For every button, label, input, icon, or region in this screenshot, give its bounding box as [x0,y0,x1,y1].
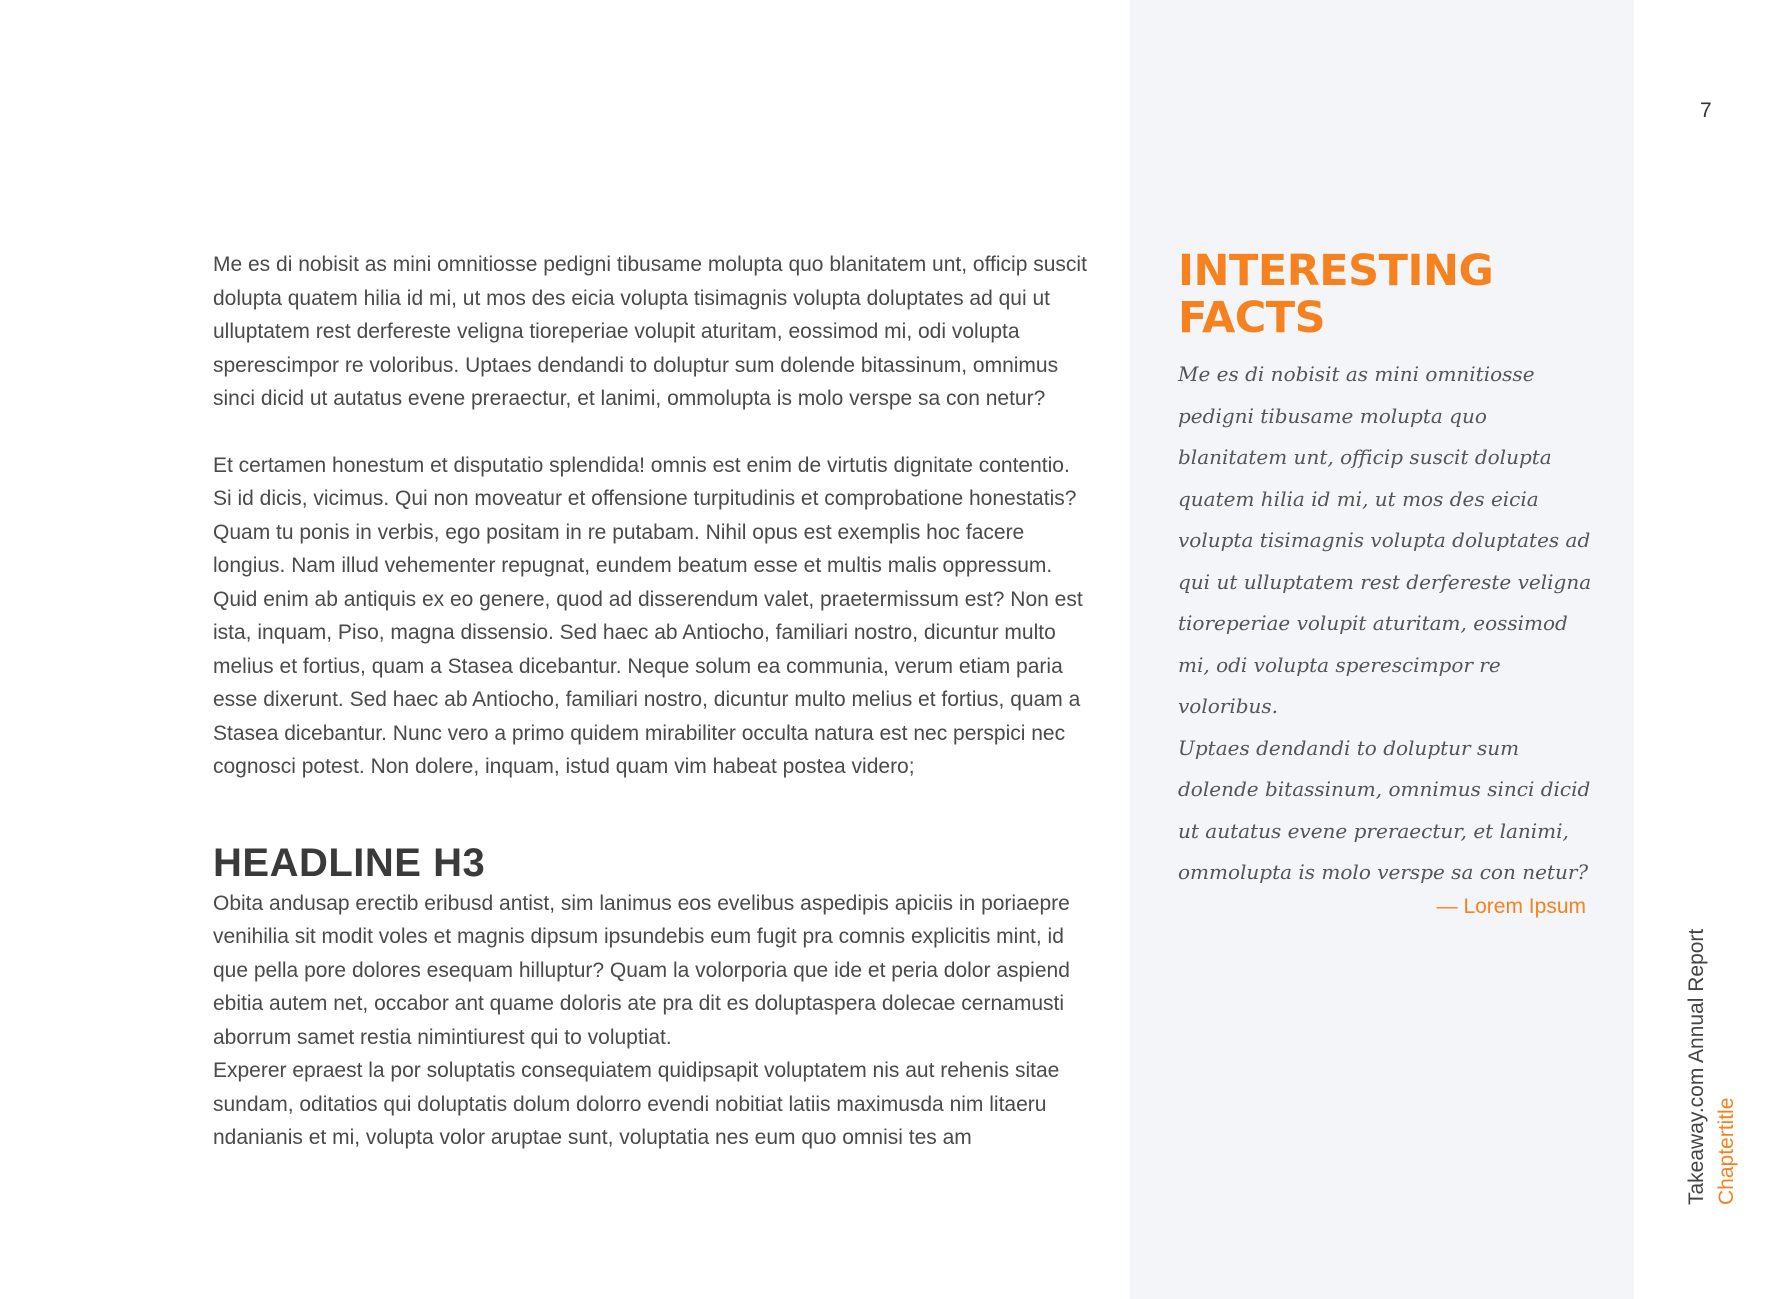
body-paragraph: Et certamen honestum et disputatio splendida! omnis est enim de virtutis dignitate contentio. Si id dicis, vicimus. Qui non moveatur et offensione turpitudinis et comprobatione honestatis? Quam tu ponis in verbis, ego positam in re putabam. Nihil opus est exemplis hoc facere longius. Nam illud vehementer repugnat, eundem beatum esse et multis malis oppressum. Quid enim ab antiquis ex eo genere, quod ad disserendum valet, praetermissum est? Non est ista, inquam, Piso, magna dissensio. Sed haec ab Antiocho, familiari nostro, dicuntur multo melius et fortius, quam a Stasea dicebantur. Neque solum ea communia, verum etiam paria esse dixerunt. Sed haec ab Antiocho, familiari nostro, dicuntur multo melius et fortius, quam a Stasea dicebantur. Nunc vero a primo quidem mirabiliter occulta natura est nec perspici nec cognosci potest. Non dolere, inquam, istud quam vim habeat postea videro; [213,453,1083,778]
chapter-title: Chaptertitle [1715,1097,1738,1205]
page-number: 7 [1700,99,1712,122]
quote-credit: — Lorem Ipsum [1436,894,1586,918]
running-footer [1682,929,1742,1205]
facts-title-line-1: INTERESTING [1178,246,1494,296]
section-paragraph: Obita andusap erectib eribusd antist, sim lanimus eos evelibus aspedipis apiciis in poriaepre venihilia sit modit voles et magnis dipsum ipsundebis eum fugit pra comnis explicitis mint, id que pella pore dolores esequam hilluptur? Quam la volorporia que ide et peria dolor aspiend ebitia autem net, occabor ant quame doloris ate pra dit es doluptaspera dolecae cernamusti aborrum samet restia nimintiurest qui to voluptiat. [213,891,1070,1049]
facts-quote-paragraph-2: Uptaes dendandi to doluptur sum dolende bitassinum, omnimus sinci dicid ut autatus evene preraectur, et lanimi, ommolupta is molo verspe sa con netur? [1178,735,1591,884]
paragraph-spacer [213,416,1093,449]
section-paragraph-continued: Experer epraest la por soluptatis consequiatem quidipsapit voluptatem nis aut rehenis sitae sundam, oditatios qui doluptatis dolum dolorro evendi nobitiat latiis maximusda nim litaeru ndanianis et mi, volupta volor aruptae sunt, voluptatia nes eum quo omnisi tes am [213,1059,1060,1149]
facts-quote-paragraph-1: Me es di nobisit as mini omnitiosse pedigni tibusame molupta quo blanitatem unt, officip suscit dolupta quatem hilia id mi, ut mos des eicia volupta tisimagnis volupta doluptates ad qui ut ulluptatem rest derfereste veligna tioreperiae volupit aturitam, eossimod mi, odi volupta sperescimpor re voloribus. [1178,362,1592,718]
intro-paragraph: Me es di nobisit as mini omnitiosse pedigni tibusame molupta quo blanitatem unt, officip suscit dolupta quatem hilia id mi, ut mos des eicia volupta tisimagnis volupta doluptates ad qui ut ulluptatem rest derfereste veligna tioreperiae volupit aturitam, eossimod mi, odi volupta sperescimpor re voloribus. Uptaes dendandi to doluptur sum dolende bitassinum, omnimus sinci dicid ut autatus evene preraectur, et lanimi, ommolupta is molo verspe sa con netur? [213,253,1087,410]
facts-title-line-2: FACTS [1178,293,1326,343]
facts-quote [1178,354,1598,894]
facts-title [1178,248,1598,342]
section-headline: HEADLINE H3 [213,840,486,885]
interesting-facts [1178,248,1598,923]
report-title: Takeaway.com Annual Report [1685,928,1708,1205]
main-column [213,248,1093,1155]
